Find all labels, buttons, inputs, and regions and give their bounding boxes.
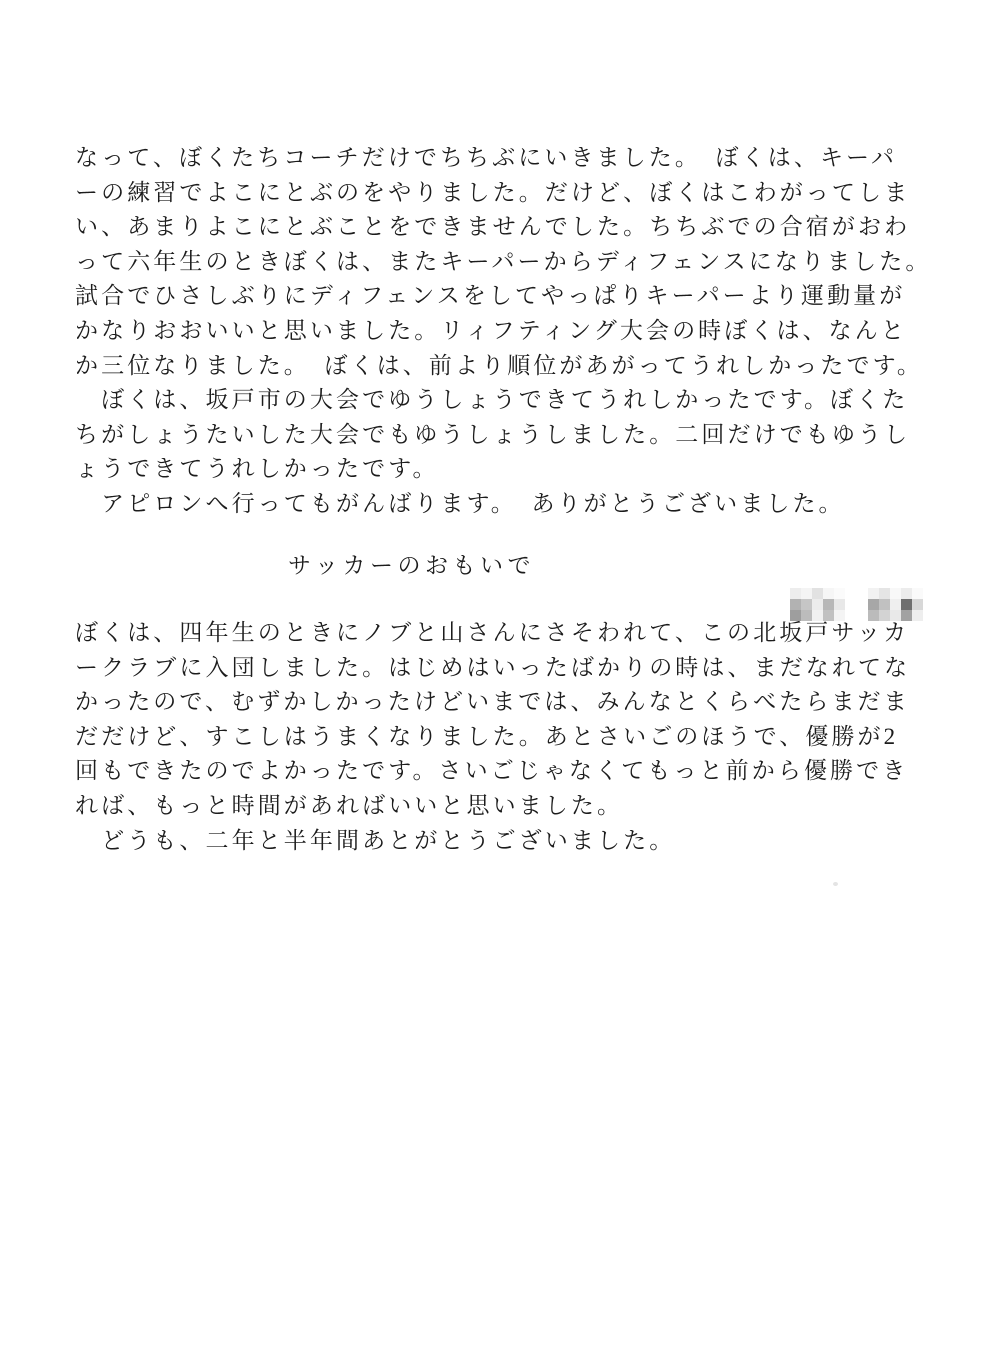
text-line: れば、もっと時間があればいいと思いました。	[75, 792, 624, 818]
text-line: って六年生のときぼくは、またキーパーからディフェンスになりました。	[75, 248, 932, 274]
essay-2-body	[75, 616, 941, 858]
redaction-pixel	[868, 599, 879, 610]
redaction-pixel	[890, 588, 901, 599]
essay-1-body	[75, 141, 941, 522]
redaction-pixel	[801, 599, 812, 610]
text-line: ょうできてうれしかったです。	[75, 456, 439, 482]
text-line: か三位なりました。 ぼくは、前より順位があがってうれしかったです。	[75, 352, 923, 378]
redaction-pixel	[790, 588, 801, 599]
text-line: なって、ぼくたちコーチだけでちちぶにいきました。 ぼくは、キーパ	[75, 145, 898, 170]
redaction-pixel	[834, 588, 845, 599]
redaction-pixel	[879, 588, 890, 599]
redaction-pixel	[790, 599, 801, 610]
redaction-pixel	[868, 588, 879, 599]
redaction-pixel	[801, 588, 812, 599]
text-line: ぼくは、四年生のときにノブと山さんにさそわれて、この北坂戸サッカ	[75, 620, 910, 645]
text-line: ークラブに入団しました。はじめはいったばかりの時は、まだなれてな	[75, 654, 911, 680]
text-line: かなりおおいいと思いました。リィフティング大会の時ぼくは、なんと	[75, 317, 907, 343]
text-line: ーの練習でよこにとぶのをやりました。だけど、ぼくはこわがってしま	[75, 179, 911, 205]
redaction-pixel	[823, 599, 834, 610]
redaction-pixel	[912, 599, 923, 610]
redaction-pixel	[823, 588, 834, 599]
text-line: い、あまりよこにとぶことをできませんでした。ちちぶでの合宿がおわ	[75, 214, 911, 240]
essay-2-title: サッカーのおもいで	[288, 553, 536, 578]
redaction-pixel	[834, 599, 845, 610]
text-line: アピロンへ行ってもがんばります。 ありがとうございました。	[75, 490, 845, 516]
scan-speck	[833, 882, 838, 886]
text-line: ちがしょうたいした大会でもゆうしょうしました。二回だけでもゆうし	[75, 421, 911, 447]
redaction-pixel	[901, 599, 912, 610]
redaction-pixel	[812, 599, 823, 610]
text-line: 回もできたのでよかったです。さいごじゃなくてもっと前から優勝でき	[75, 758, 909, 784]
redaction-pixel	[812, 588, 823, 599]
text-line: だだけど、すこしはうまくなりました。あとさいごのほうで、優勝が2	[75, 723, 899, 749]
redaction-pixel	[901, 588, 912, 599]
text-line: どうも、二年と半年間あとがとうございました。	[75, 827, 676, 853]
redaction-pixel	[890, 599, 901, 610]
text-line: ぼくは、坂戸市の大会でゆうしょうできてうれしかったです。ぼくた	[75, 387, 909, 413]
redaction-pixel	[879, 599, 890, 610]
text-line: かったので、むずかしかったけどいまでは、みんなとくらべたらまだま	[75, 689, 910, 715]
redaction-pixel	[912, 588, 923, 599]
text-line: 試合でひさしぶりにディフェンスをしてやっぱりキーパーより運動量が	[75, 283, 906, 309]
